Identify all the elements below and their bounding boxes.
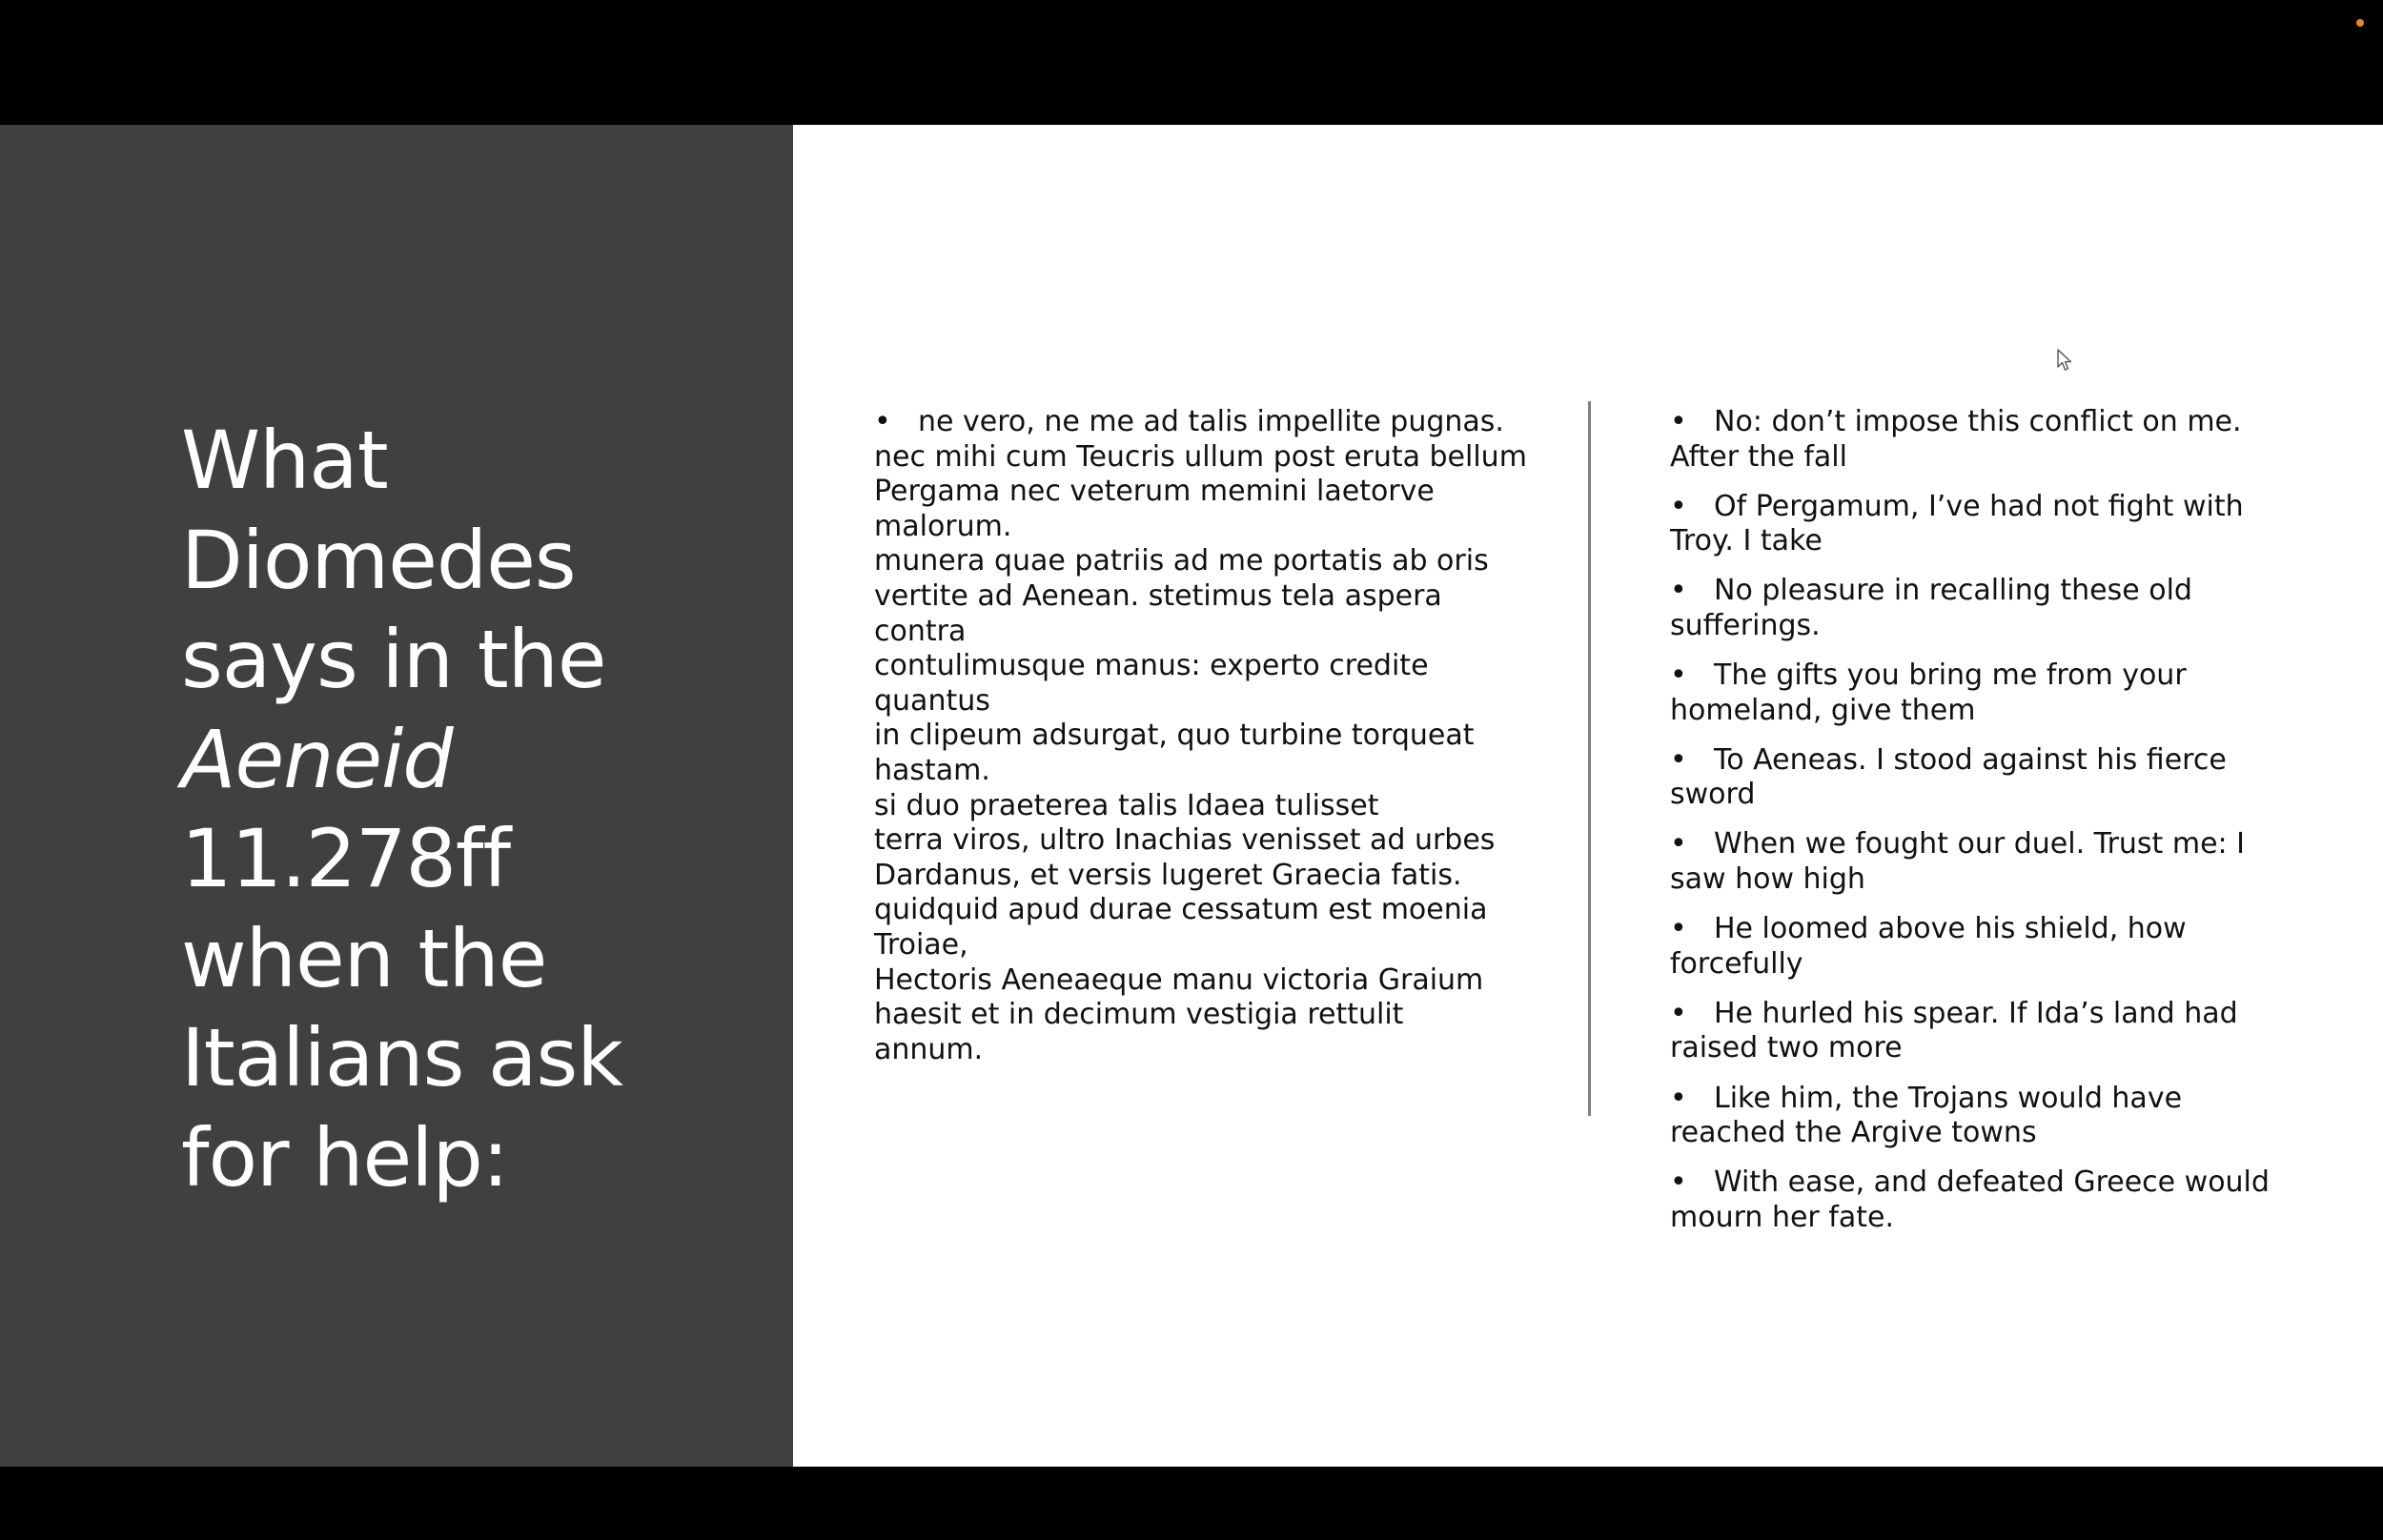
translation-text: No pleasure in recalling these old (1714, 574, 2192, 608)
latin-line: nec mihi cum Teucris ullum post eruta bellum (874, 439, 1527, 474)
translation-line (1670, 827, 2299, 862)
english-translation-list (1670, 405, 2299, 1250)
bullet-marker: • (1670, 912, 1687, 946)
latin-line: haesit et in decimum vestigia rettulit (874, 998, 1404, 1032)
translation-item (1670, 1165, 2299, 1235)
translation-line: reached the Argive towns (1670, 1116, 2037, 1150)
translation-item (1670, 1082, 2299, 1151)
latin-line: quantus (874, 683, 990, 718)
title-line: for help: (181, 1110, 509, 1205)
translation-line (1670, 490, 2299, 525)
translation-item (1670, 659, 2299, 728)
translation-line (1670, 743, 2299, 779)
translation-line: mourn her fate. (1670, 1200, 1894, 1234)
translation-text: He loomed above his shield, how (1714, 912, 2187, 946)
translation-item (1670, 997, 2299, 1066)
bullet-marker: • (1670, 489, 1687, 523)
column-divider (1588, 401, 1591, 1116)
latin-line: malorum. (874, 509, 1012, 543)
mouse-pointer-icon (2056, 348, 2075, 375)
latin-line: hastam. (874, 753, 990, 787)
translation-line: homeland, give them (1670, 693, 1976, 727)
latin-line (874, 405, 1541, 440)
bullet-marker: • (1670, 1165, 1687, 1200)
title-line: when the (181, 911, 547, 1005)
bullet-marker: • (1670, 405, 1687, 438)
title-italic-work: Aeneid (181, 712, 453, 806)
translation-item (1670, 405, 2299, 475)
presentation-slide[interactable] (0, 125, 2383, 1467)
translation-line: sword (1670, 778, 1756, 812)
top-black-bar (0, 0, 2383, 125)
bullet-marker: • (1670, 574, 1687, 608)
latin-line-text: ne vero, ne me ad talis impellite pugnas. (918, 405, 1504, 438)
translation-line (1670, 997, 2299, 1032)
latin-line: Hectoris Aeneaeque manu victoria Graium (874, 962, 1484, 997)
bullet-marker: • (1670, 827, 1687, 861)
title-line: Italians ask (181, 1011, 622, 1104)
title-line: says in the (181, 613, 606, 706)
latin-line: Troiae, (874, 927, 968, 962)
translation-line: After the fall (1670, 439, 1847, 474)
translation-line (1670, 1165, 2299, 1201)
latin-line: contulimusque manus: experto credite (874, 649, 1429, 683)
translation-line: forcefully (1670, 946, 1803, 981)
translation-line: raised two more (1670, 1031, 1903, 1065)
latin-line: quidquid apud durae cessatum est moenia (874, 893, 1488, 927)
title-line: Diomedes (181, 513, 576, 607)
translation-item (1670, 743, 2299, 813)
slide-title (181, 411, 772, 1207)
latin-line: Dardanus, et versis lugeret Graecia fatis. (874, 858, 1462, 892)
latin-line: si duo praeterea talis Idaea tulisset (874, 788, 1379, 822)
translation-line: Troy. I take (1670, 524, 1823, 558)
translation-line (1670, 659, 2299, 694)
bullet-marker: • (874, 405, 891, 438)
bullet-marker: • (1670, 996, 1687, 1030)
translation-text: Like him, the Trojans would have (1714, 1081, 2183, 1115)
recording-indicator-icon (2356, 19, 2364, 27)
translation-line: saw how high (1670, 862, 1865, 897)
translation-text: With ease, and defeated Greece would (1714, 1165, 2270, 1200)
translation-line (1670, 405, 2299, 440)
bullet-marker: • (1670, 659, 1687, 693)
translation-line: sufferings. (1670, 608, 1821, 642)
translation-item (1670, 574, 2299, 643)
latin-line: contra (874, 614, 967, 648)
title-line: What (181, 414, 388, 507)
translation-line (1670, 912, 2299, 947)
translation-line (1670, 1082, 2299, 1117)
latin-line: in clipeum adsurgat, quo turbine torqueat (874, 719, 1475, 753)
title-line-italic (181, 710, 772, 810)
latin-line: vertite ad Aenean. stetimus tela aspera (874, 578, 1442, 613)
translation-text: When we fought our duel. Trust me: I (1714, 827, 2246, 861)
title-line: 11.278ff (181, 812, 511, 905)
latin-line: munera quae patriis ad me portatis ab oris (874, 544, 1489, 578)
latin-line: terra viros, ultro Inachias venisset ad urbes (874, 823, 1496, 858)
translation-text: Of Pergamum, I’ve had not fight with (1714, 489, 2244, 523)
translation-line (1670, 574, 2299, 609)
latin-line: annum. (874, 1032, 984, 1066)
bullet-marker: • (1670, 742, 1687, 777)
translation-item (1670, 912, 2299, 982)
bullet-marker: • (1670, 1081, 1687, 1115)
latin-line: Pergama nec veterum memini laetorve (874, 475, 1435, 509)
translation-item (1670, 827, 2299, 897)
translation-text: To Aeneas. I stood against his fierce (1714, 742, 2227, 777)
translation-text: The gifts you bring me from your (1714, 659, 2187, 693)
translation-item (1670, 490, 2299, 559)
latin-text-column (874, 405, 1541, 1067)
bottom-black-bar (0, 1467, 2383, 1540)
title-panel (0, 125, 793, 1467)
translation-text: No: don’t impose this conflict on me. (1714, 405, 2242, 438)
translation-text: He hurled his spear. If Ida’s land had (1714, 996, 2238, 1030)
